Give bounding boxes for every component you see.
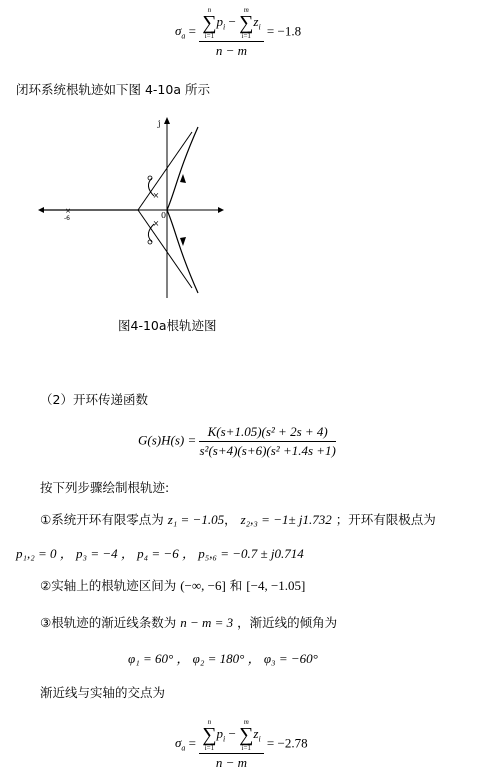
closed-loop-intro-text: 闭环系统根轨迹如下图 4-10a 所示 [16, 82, 210, 97]
eq1-lhs: $\sigma_a$ [175, 23, 186, 42]
step-3-line: ③根轨迹的渐近线条数为 n − m = 3 ，渐近线的倾角为 [40, 615, 338, 630]
tf-numerator: K(s+1.05)(s² + 2s + 4) [199, 424, 335, 442]
eq1-sum-z: m ∑ i=1 [239, 6, 254, 40]
imag-axis-label: j [158, 119, 161, 128]
eq2-sum-z: m ∑ i=1 [239, 718, 254, 752]
eq2-fraction: n ∑ i=1 $p_i$ − m ∑ i=1 $z_i$ n − m [199, 718, 263, 771]
eq2-rhs: = −2.78 [266, 735, 308, 751]
tf-fraction [199, 424, 335, 459]
sigma-a-equation-2: $\sigma_a$ = n ∑ i=1 $p_i$ − m ∑ i=1 $z_i$ n − m = −2.78 [175, 718, 308, 770]
eq2-lhs: $\sigma_a$ [175, 735, 186, 754]
figure-caption: 图4-10a根轨迹图 [118, 318, 217, 333]
interval-2: [−4, −1.05] [246, 578, 306, 593]
locus-lower-branch [167, 210, 198, 293]
real-axis-arrow [218, 207, 224, 213]
root-locus-figure [30, 112, 230, 302]
tick-minus-6: -6 [64, 215, 70, 222]
asymptote-upper [138, 132, 192, 210]
section-2-heading: （2）开环传递函数 [40, 392, 148, 407]
complex-pole-lower: × [152, 219, 160, 228]
complex-pole-upper: × [152, 191, 160, 200]
tf-denominator: s²(s+4)(s+6)(s² +1.4s +1) [199, 443, 336, 458]
intersection-intro-text: 渐近线与实轴的交点为 [40, 685, 166, 700]
asymptote-count: n − m = 3 [180, 615, 234, 630]
transfer-function: G(s)H(s) = $\frac{\text{K(s+1.05)(s² + 2s + 4)}}{\text{s²(s+4)(s+6)(s² +1.4s +1)}}$ [138, 424, 336, 458]
upper-branch-arrow [180, 174, 186, 183]
step-1-line: ①系统开环有限零点为 z₁ = −1.05， z₂,₃ = −1± j1.732 ；开环有限极点为 [40, 512, 436, 527]
zero-z1: z₁ = −1.05 [167, 512, 225, 527]
asymptote-angles: φ₁ = 60° ， φ₂ = 180° ， φ₃ = −60° [128, 651, 318, 666]
asymptote-lower [138, 210, 192, 288]
step-intro-text: 按下列步骤绘制根轨迹: [40, 480, 170, 495]
sigma-a-equation-1: $\sigma_a$ = n ∑ i=1 $p_i$ − m ∑ i=1 $z_i$ n − m = −1.8 [175, 6, 302, 58]
imag-axis-arrow [164, 117, 170, 124]
eq1-fraction: n ∑ i=1 $p_i$ − m ∑ i=1 $z_i$ n − m [199, 6, 263, 59]
interval-1: (−∞, −6] [180, 578, 226, 593]
poles-line: p₁,₂ = 0 ， p₃ = −4 ， p₄ = −6 ， p₅,₆ = −0.7 ± j0.714 [16, 546, 304, 561]
pole-minus-6: × [65, 207, 71, 215]
eq2-sum-p: n ∑ i=1 [202, 718, 217, 752]
locus-upper-branch [167, 127, 198, 210]
locus-left-arrow [38, 207, 44, 213]
origin-label: 0 [161, 211, 167, 220]
step-2-line: ②实轴上的根轨迹区间为 (−∞, −6] 和 [−4, −1.05] [40, 578, 306, 593]
lower-branch-arrow [180, 237, 186, 246]
zeros-z23: z₂,₃ = −1± j1.732 [240, 512, 332, 527]
eq1-rhs: = −1.8 [266, 23, 302, 39]
eq1-sum-p: n ∑ i=1 [202, 6, 217, 40]
